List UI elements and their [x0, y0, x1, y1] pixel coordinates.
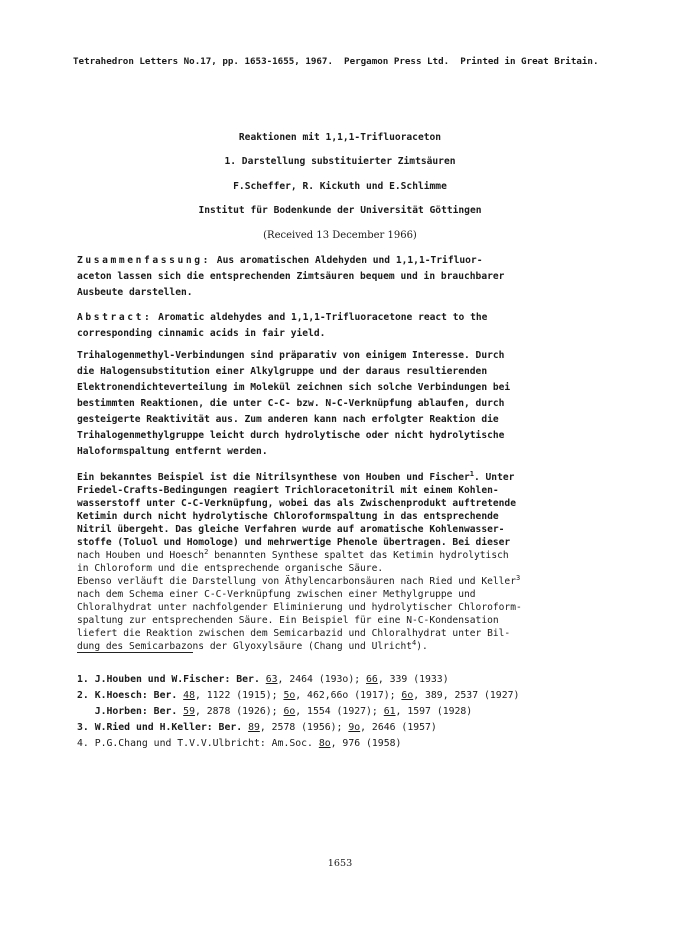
para1-line: Trihalogenmethylgruppe leicht durch hydrolytische oder nicht hydrolytische — [77, 430, 505, 441]
ref-text: J.Horben: Ber. — [77, 706, 184, 717]
para2-text: Ein bekanntes Beispiel ist die Nitrilsynthese von Houben und Fischer — [77, 472, 470, 483]
reference-2 — [77, 690, 519, 702]
title-line-2: 1. Darstellung substituierter Zimtsäuren — [224, 156, 456, 167]
ref-text: , 2646 (1957) — [360, 722, 437, 733]
ref-volume: 8o — [318, 738, 331, 749]
para2-line-7 — [77, 550, 509, 562]
para3-line: nach dem Schema einer C-C-Verknüpfung zwischen einer Methylgruppe und — [77, 589, 476, 600]
footnote-ref: 2 — [204, 548, 209, 556]
para1-line: Haloformspaltung entfernt werden. — [77, 446, 268, 457]
para3-text: Ebenso verläuft die Darstellung von Äthylencarbonsäuren nach Ried und Keller — [77, 576, 516, 587]
ref-text: , 462,66o (1917); — [295, 690, 402, 701]
ref-text: , 1597 (1928) — [395, 706, 473, 717]
abstract-label: Abstract: — [77, 312, 153, 323]
para2-line: Friedel-Crafts-Bedingungen reagiert Trichloracetonitril mit einem Kohlen- — [77, 485, 499, 496]
ref-text: , 2878 (1926); — [194, 706, 284, 717]
ref-volume: 6o — [401, 690, 414, 701]
zusammenfassung-line-1 — [77, 255, 482, 267]
title-line-1: Reaktionen mit 1,1,1-Trifluoraceton — [238, 132, 442, 143]
zusammenfassung-line-2: aceton lassen sich die entsprechenden Zimtsäuren bequem und in brauchbarer — [77, 271, 505, 282]
para2-line: Ketimin durch nicht hydrolytische Chloroformspaltung in das entsprechende — [77, 511, 499, 522]
footnote-rule — [77, 652, 193, 653]
para2-line-1 — [77, 472, 514, 484]
reference-4 — [77, 738, 401, 750]
abstract-line-2: corresponding cinnamic acids in fair yield. — [77, 328, 326, 339]
ref-volume: 5o — [283, 690, 296, 701]
ref-text: 4. P.G.Chang und T.V.V.Ulbricht: Am.Soc. — [77, 738, 319, 749]
para2-line: wasserstoff unter C-C-Verknüpfung, wobei das als Zwischenprodukt auftretende — [77, 498, 516, 509]
institute: Institut für Bodenkunde der Universität Göttingen — [198, 205, 482, 216]
footnote-ref: 4 — [412, 639, 417, 647]
ref-volume: 48 — [183, 690, 195, 701]
authors: F.Scheffer, R. Kickuth und E.Schlimme — [233, 181, 447, 192]
para1-line: Trihalogenmethyl-Verbindungen sind präparativ von einigem Interesse. Durch — [77, 350, 505, 361]
abstract-text: Aromatic aldehydes and 1,1,1-Trifluoracetone react to the — [152, 312, 488, 323]
ref-volume: 61 — [383, 706, 396, 717]
ref-text: , 389, 2537 (1927) — [413, 690, 520, 701]
para1-line: bestimmten Reaktionen, die unter C-C- bzw. N-C-Verknüpfung ablaufen, durch — [77, 398, 505, 409]
para2-text: benannten Synthese spaltet das Ketimin hydrolytisch — [208, 550, 509, 561]
ref-volume: 66 — [366, 674, 378, 685]
ref-text: , 1122 (1915); — [194, 690, 284, 701]
zusammenfassung-label: Zusammenfassung: — [77, 255, 212, 266]
para3-text: dung des Semicarbazons der Glyoxylsäure (Chang und Ulricht — [77, 641, 413, 652]
page-number: 1653 — [327, 858, 353, 869]
zusammenfassung-text: Aus aromatischen Aldehyden und 1,1,1-Trifluor- — [211, 255, 483, 266]
para2-line: in Chloroform und die entsprechende organische Säure. — [77, 563, 384, 574]
para3-text: ). — [416, 641, 428, 652]
reference-3 — [77, 722, 437, 734]
ref-volume: 63 — [265, 674, 278, 685]
ref-volume: 89 — [248, 722, 260, 733]
received-date: (Received 13 December 1966) — [263, 230, 417, 241]
reference-2b — [77, 706, 472, 718]
ref-text: , 1554 (1927); — [295, 706, 384, 717]
footnote-ref: 3 — [515, 574, 521, 582]
ref-text: 1. J.Houben und W.Fischer: Ber. — [77, 674, 266, 685]
para1-line: gesteigerte Reaktivität aus. Zum anderen kann nach erfolgter Reaktion die — [77, 414, 499, 425]
ref-text: , 339 (1933) — [377, 674, 449, 685]
ref-text: , 2578 (1956); — [259, 722, 349, 733]
para1-line: die Halogensubstitution einer Alkylgruppe und der daraus resultierenden — [77, 366, 488, 377]
para1-line: Elektronendichteverteilung im Molekül zeichnen sich solche Verbindungen bei — [77, 382, 511, 393]
para2-text: nach Houben und Hoesch — [77, 550, 205, 561]
para2-line: Nitril übergeht. Das gleiche Verfahren wurde auf aromatische Kohlenwasser- — [77, 524, 505, 535]
ref-volume: 9o — [348, 722, 361, 733]
para3-line-1 — [77, 576, 520, 588]
ref-text: , 2464 (193o); — [277, 674, 367, 685]
para2-line: stoffe (Toluol und Homologe) und mehrwertige Phenole übertragen. Bei dieser — [77, 537, 511, 548]
para3-line: spaltung zur entsprechenden Säure. Ein Beispiel für eine N-C-Kondensation — [77, 615, 499, 626]
para3-line: Chloralhydrat unter nachfolgender Eliminierung und hydrolytischer Chloroform- — [77, 602, 522, 613]
abstract-line-1 — [77, 312, 487, 324]
zusammenfassung-line-3: Ausbeute darstellen. — [77, 287, 193, 298]
ref-text: 3. W.Ried und H.Keller: Ber. — [77, 722, 249, 733]
para3-line: liefert die Reaktion zwischen dem Semicarbazid und Chloralhydrat unter Bil- — [77, 628, 511, 639]
reference-1 — [77, 674, 449, 686]
journal-header: Tetrahedron Letters No.17, pp. 1653-1655, 1967. Pergamon Press Ltd. Printed in Great Britain. — [73, 56, 599, 67]
ref-volume: 6o — [283, 706, 296, 717]
footnote-ref: 1 — [469, 470, 474, 478]
ref-volume: 59 — [183, 706, 195, 717]
para2-text: . Unter — [473, 472, 515, 483]
ref-text: , 976 (1958) — [330, 738, 402, 749]
ref-text: 2. K.Hoesch: Ber. — [77, 690, 184, 701]
